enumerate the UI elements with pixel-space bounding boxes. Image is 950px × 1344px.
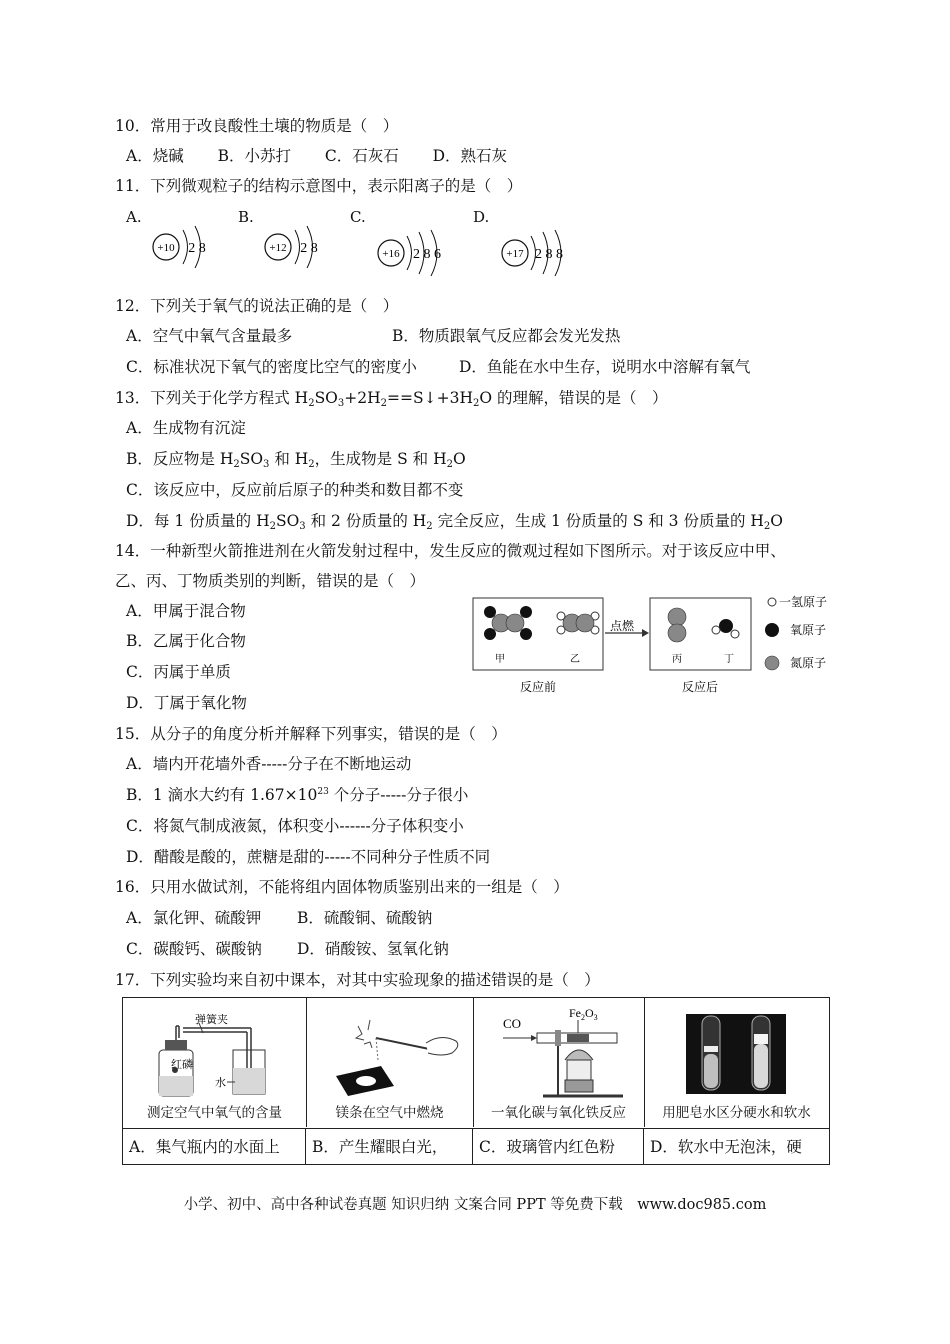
q14-option-c: C．丙属于单质 <box>126 663 231 681</box>
yi-label: 乙 <box>570 654 580 665</box>
q13-stem <box>115 388 668 408</box>
q14-option-b: B．乙属于化合物 <box>126 632 246 650</box>
legend-oxygen: 氧原子 <box>790 623 827 637</box>
q11-atom-b-nucleus: +12 <box>269 242 287 254</box>
q16-option-c: C．碳酸钙、碳酸钠 <box>126 940 262 958</box>
q13-option-c: C．该反应中，反应前后原子的种类和数目都不变 <box>126 481 464 499</box>
q11-label-d: D. <box>473 208 490 226</box>
ding-label: 丁 <box>724 654 734 665</box>
caption-hard-soft-water: 用肥皂水区分硬水和软水 <box>662 1105 811 1121</box>
q16-option-d: D．硝酸铵、氢氧化钠 <box>297 940 449 958</box>
experiment-oxygen-content <box>123 998 307 1127</box>
before-label: 反应前 <box>519 680 557 694</box>
q13-equation: $H_2SO_3+2H_2==S↓+3H_2O$ <box>294 389 493 409</box>
q14-stem-line1: 14．一种新型火箭推进剂在火箭发射过程中，发生反应的微观过程如下图所示。对于该反应中甲、 <box>115 542 786 560</box>
q10-option-b: B．小苏打 <box>217 147 291 165</box>
q15-option-b-prefix: B．1 滴水大约有 1.67×10 <box>126 786 318 804</box>
q17-answer-c: C．玻璃管内红色粉 <box>473 1128 644 1164</box>
q15-option-b <box>126 785 468 805</box>
nitrogen-legend-icon <box>765 656 779 670</box>
fe2o3-fe: Fe <box>569 1006 581 1020</box>
q11-atom-d <box>499 228 579 278</box>
q11-atom-b <box>262 222 332 272</box>
q15-stem: 15．从分子的角度分析并解释下列事实，错误的是（ ） <box>115 725 507 743</box>
q11-atom-a-shells: 2 8 <box>188 241 206 256</box>
q17-answer-a: A．集气瓶内的水面上 <box>123 1128 306 1164</box>
co-apparatus-figure <box>473 998 644 1103</box>
q14-reaction-diagram <box>472 590 834 698</box>
q13-stem-prefix: 13．下列关于化学方程式 <box>115 389 295 407</box>
q12-option-d: D．鱼能在水中生存，说明水中溶解有氧气 <box>459 358 751 376</box>
q16-option-a: A．氯化钾、硫酸钾 <box>126 909 262 927</box>
q12-option-a: A．空气中氧气含量最多 <box>126 327 293 345</box>
test-tubes-photo <box>644 998 829 1103</box>
q11-label-b: B. <box>238 208 254 226</box>
q15-option-b-exponent: 23 <box>317 787 329 797</box>
q11-label-c: C. <box>350 208 366 226</box>
page-footer: 小学、初中、高中各种试卷真题 知识归纳 文案合同 PPT 等免费下载 www.doc985.com <box>183 1197 767 1213</box>
caption-co: 一氧化碳与氧化铁反应 <box>491 1105 626 1121</box>
caption-magnesium: 镁条在空气中燃烧 <box>335 1105 444 1121</box>
magnesium-figure <box>306 998 473 1103</box>
q11-atom-a-nucleus: +10 <box>157 242 175 254</box>
caption-oxygen-content: 测定空气中氧气的含量 <box>147 1105 282 1121</box>
q11-atom-d-nucleus: +17 <box>506 248 524 260</box>
fe2o3-fe-sub: 2 <box>581 1013 585 1022</box>
q10-options <box>126 146 507 166</box>
q15-option-c: C．将氮气制成液氮，体积变小------分子体积变小 <box>126 817 464 835</box>
water-label: 水 <box>215 1076 226 1089</box>
q14-stem-line2: 乙、丙、丁物质类别的判断，错误的是（ ） <box>115 572 426 590</box>
after-label: 反应后 <box>681 680 719 694</box>
q10-option-c: C．石灰石 <box>324 147 399 165</box>
q15-option-b-suffix: 个分子-----分子很小 <box>328 786 469 804</box>
legend-nitrogen: 氮原子 <box>790 656 827 670</box>
q11-atom-c-nucleus: +16 <box>382 248 400 260</box>
clip-label: 弹簧夹 <box>195 1013 228 1026</box>
q11-atom-c <box>375 228 455 278</box>
q15-option-d: D．醋酸是酸的，蔗糖是甜的-----不同种分子性质不同 <box>126 848 491 866</box>
oxygen-apparatus-figure <box>123 998 306 1103</box>
q10-stem: 10．常用于改良酸性土壤的物质是（ ） <box>115 117 399 135</box>
experiment-hard-soft-water <box>644 998 829 1127</box>
q10-option-d: D．熟石灰 <box>432 147 508 165</box>
q12-option-c: C．标准状况下氧气的密度比空气的密度小 <box>126 358 417 376</box>
q10-option-a: A．烧碱 <box>126 147 184 165</box>
q13-option-a: A．生成物有沉淀 <box>126 419 246 437</box>
q11-label-a: A. <box>126 208 142 226</box>
q13-stem-suffix: 的理解，错误的是（ ） <box>492 389 668 407</box>
oxygen-legend-icon <box>765 623 779 637</box>
q13-option-d: D．每 1 份质量的 $H_2SO_3$ 和 2 份质量的 $H_2$ 完全反应，生成 1 份质量的 S 和 3 份质量的 $H_2O$ <box>126 512 784 532</box>
q17-experiment-table <box>122 997 830 1165</box>
jia-label: 甲 <box>495 654 505 665</box>
fe2o3-label <box>569 1006 598 1022</box>
q12-stem: 12．下列关于氧气的说法正确的是（ ） <box>115 297 399 315</box>
q11-atom-c-shells: 2 8 6 <box>413 247 441 262</box>
q16-option-b: B．硫酸铜、硫酸钠 <box>297 909 433 927</box>
q16-stem: 16．只用水做试剂，不能将组内固体物质鉴别出来的一组是（ ） <box>115 878 569 896</box>
q11-atom-d-shells: 2 8 8 <box>535 247 563 262</box>
phosphorus-label: 红磷 <box>171 1058 193 1071</box>
q14-option-d: D．丁属于氧化物 <box>126 694 247 712</box>
q11-stem: 11．下列微观粒子的结构示意图中，表示阳离子的是（ ） <box>115 177 523 195</box>
q11-atom-b-shells: 2 8 <box>300 241 318 256</box>
co-label: CO <box>503 1016 522 1031</box>
bing-label: 丙 <box>672 654 682 665</box>
q17-answer-b: B．产生耀眼白光， <box>306 1128 473 1164</box>
q17-stem: 17．下列实验均来自初中课本，对其中实验现象的描述错误的是（ ） <box>115 971 600 989</box>
q15-option-a: A．墙内开花墙外香-----分子在不断地运动 <box>126 755 412 773</box>
fe2o3-o: O <box>585 1006 594 1020</box>
q13-option-b: B．反应物是 $H_2SO_3$ 和 $H_2$，生成物是 S 和 $H_2O$ <box>126 450 466 470</box>
fe2o3-o-sub: 3 <box>593 1013 598 1022</box>
q17-answer-d: D．软水中无泡沫，硬 <box>644 1128 829 1164</box>
hydrogen-legend-icon <box>768 598 776 606</box>
q14-option-a: A．甲属于混合物 <box>126 602 246 620</box>
arrow-label: 点燃 <box>609 619 635 633</box>
legend-hydrogen: 一氢原子 <box>779 595 828 609</box>
experiment-co-iron-oxide <box>473 998 645 1127</box>
experiment-magnesium-burning <box>306 998 474 1127</box>
q11-atom-a <box>150 222 220 272</box>
q12-option-b: B．物质跟氧气反应都会发光发热 <box>392 327 621 345</box>
